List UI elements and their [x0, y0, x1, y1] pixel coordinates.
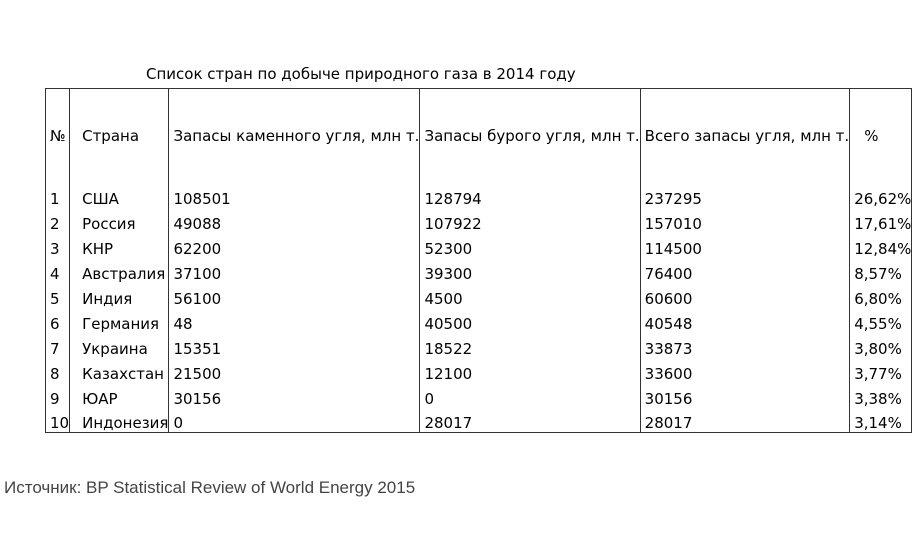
cell-brown-coal: 107922	[420, 208, 640, 233]
cell-num: 6	[46, 308, 70, 333]
cell-country: Индонезия	[70, 408, 169, 433]
table-row	[46, 408, 912, 433]
source-note: Источник: BP Statistical Review of World Energy 2015	[4, 478, 416, 497]
table-row	[46, 258, 912, 283]
cell-country: КНР	[70, 233, 169, 258]
table-row	[46, 333, 912, 358]
table-row	[46, 233, 912, 258]
cell-hard-coal: 0	[169, 408, 420, 433]
cell-num: 7	[46, 333, 70, 358]
cell-total: 76400	[640, 258, 850, 283]
table-row	[46, 283, 912, 308]
cell-country: Австралия	[70, 258, 169, 283]
cell-total: 33600	[640, 358, 850, 383]
cell-num: 3	[46, 233, 70, 258]
coal-reserves-table	[45, 88, 912, 433]
cell-brown-coal: 40500	[420, 308, 640, 333]
cell-percent: 4,55%	[850, 308, 912, 333]
cell-country: Германия	[70, 308, 169, 333]
cell-country: Казахстан	[70, 358, 169, 383]
cell-num: 1	[46, 183, 70, 208]
cell-hard-coal: 49088	[169, 208, 420, 233]
cell-percent: 12,84%	[850, 233, 912, 258]
cell-brown-coal: 39300	[420, 258, 640, 283]
cell-brown-coal: 18522	[420, 333, 640, 358]
table-body	[46, 183, 912, 433]
cell-hard-coal: 108501	[169, 183, 420, 208]
cell-percent: 3,38%	[850, 383, 912, 408]
cell-country: Украина	[70, 333, 169, 358]
table-row	[46, 383, 912, 408]
cell-brown-coal: 0	[420, 383, 640, 408]
cell-hard-coal: 48	[169, 308, 420, 333]
cell-total: 60600	[640, 283, 850, 308]
cell-hard-coal: 56100	[169, 283, 420, 308]
cell-hard-coal: 62200	[169, 233, 420, 258]
cell-hard-coal: 37100	[169, 258, 420, 283]
cell-percent: 17,61%	[850, 208, 912, 233]
cell-total: 114500	[640, 233, 850, 258]
cell-hard-coal: 15351	[169, 333, 420, 358]
cell-total: 40548	[640, 308, 850, 333]
cell-total: 237295	[640, 183, 850, 208]
table-row	[46, 358, 912, 383]
cell-brown-coal: 52300	[420, 233, 640, 258]
cell-percent: 6,80%	[850, 283, 912, 308]
cell-percent: 26,62%	[850, 183, 912, 208]
cell-percent: 3,77%	[850, 358, 912, 383]
header-brown-coal: Запасы бурого угля, млн т.	[420, 89, 640, 184]
cell-brown-coal: 4500	[420, 283, 640, 308]
header-percent: %	[850, 89, 912, 184]
cell-total: 30156	[640, 383, 850, 408]
cell-percent: 8,57%	[850, 258, 912, 283]
cell-country: Россия	[70, 208, 169, 233]
cell-brown-coal: 128794	[420, 183, 640, 208]
table-title: Список стран по добыче природного газа в 2014 году	[146, 65, 576, 83]
cell-country: США	[70, 183, 169, 208]
header-num: №	[46, 89, 70, 184]
header-hard-coal: Запасы каменного угля, млн т.	[169, 89, 420, 184]
cell-hard-coal: 21500	[169, 358, 420, 383]
cell-num: 5	[46, 283, 70, 308]
cell-country: Индия	[70, 283, 169, 308]
cell-percent: 3,14%	[850, 408, 912, 433]
cell-num: 9	[46, 383, 70, 408]
cell-percent: 3,80%	[850, 333, 912, 358]
cell-total: 157010	[640, 208, 850, 233]
table-row	[46, 183, 912, 208]
cell-country: ЮАР	[70, 383, 169, 408]
cell-num: 8	[46, 358, 70, 383]
cell-num: 10	[46, 408, 70, 433]
cell-brown-coal: 28017	[420, 408, 640, 433]
cell-hard-coal: 30156	[169, 383, 420, 408]
header-total: Всего запасы угля, млн т.	[640, 89, 850, 184]
cell-num: 2	[46, 208, 70, 233]
header-country: Страна	[70, 89, 169, 184]
cell-total: 33873	[640, 333, 850, 358]
table-header	[46, 89, 912, 184]
table-row	[46, 308, 912, 333]
table-row	[46, 208, 912, 233]
header-row	[46, 89, 912, 184]
cell-brown-coal: 12100	[420, 358, 640, 383]
cell-num: 4	[46, 258, 70, 283]
cell-total: 28017	[640, 408, 850, 433]
